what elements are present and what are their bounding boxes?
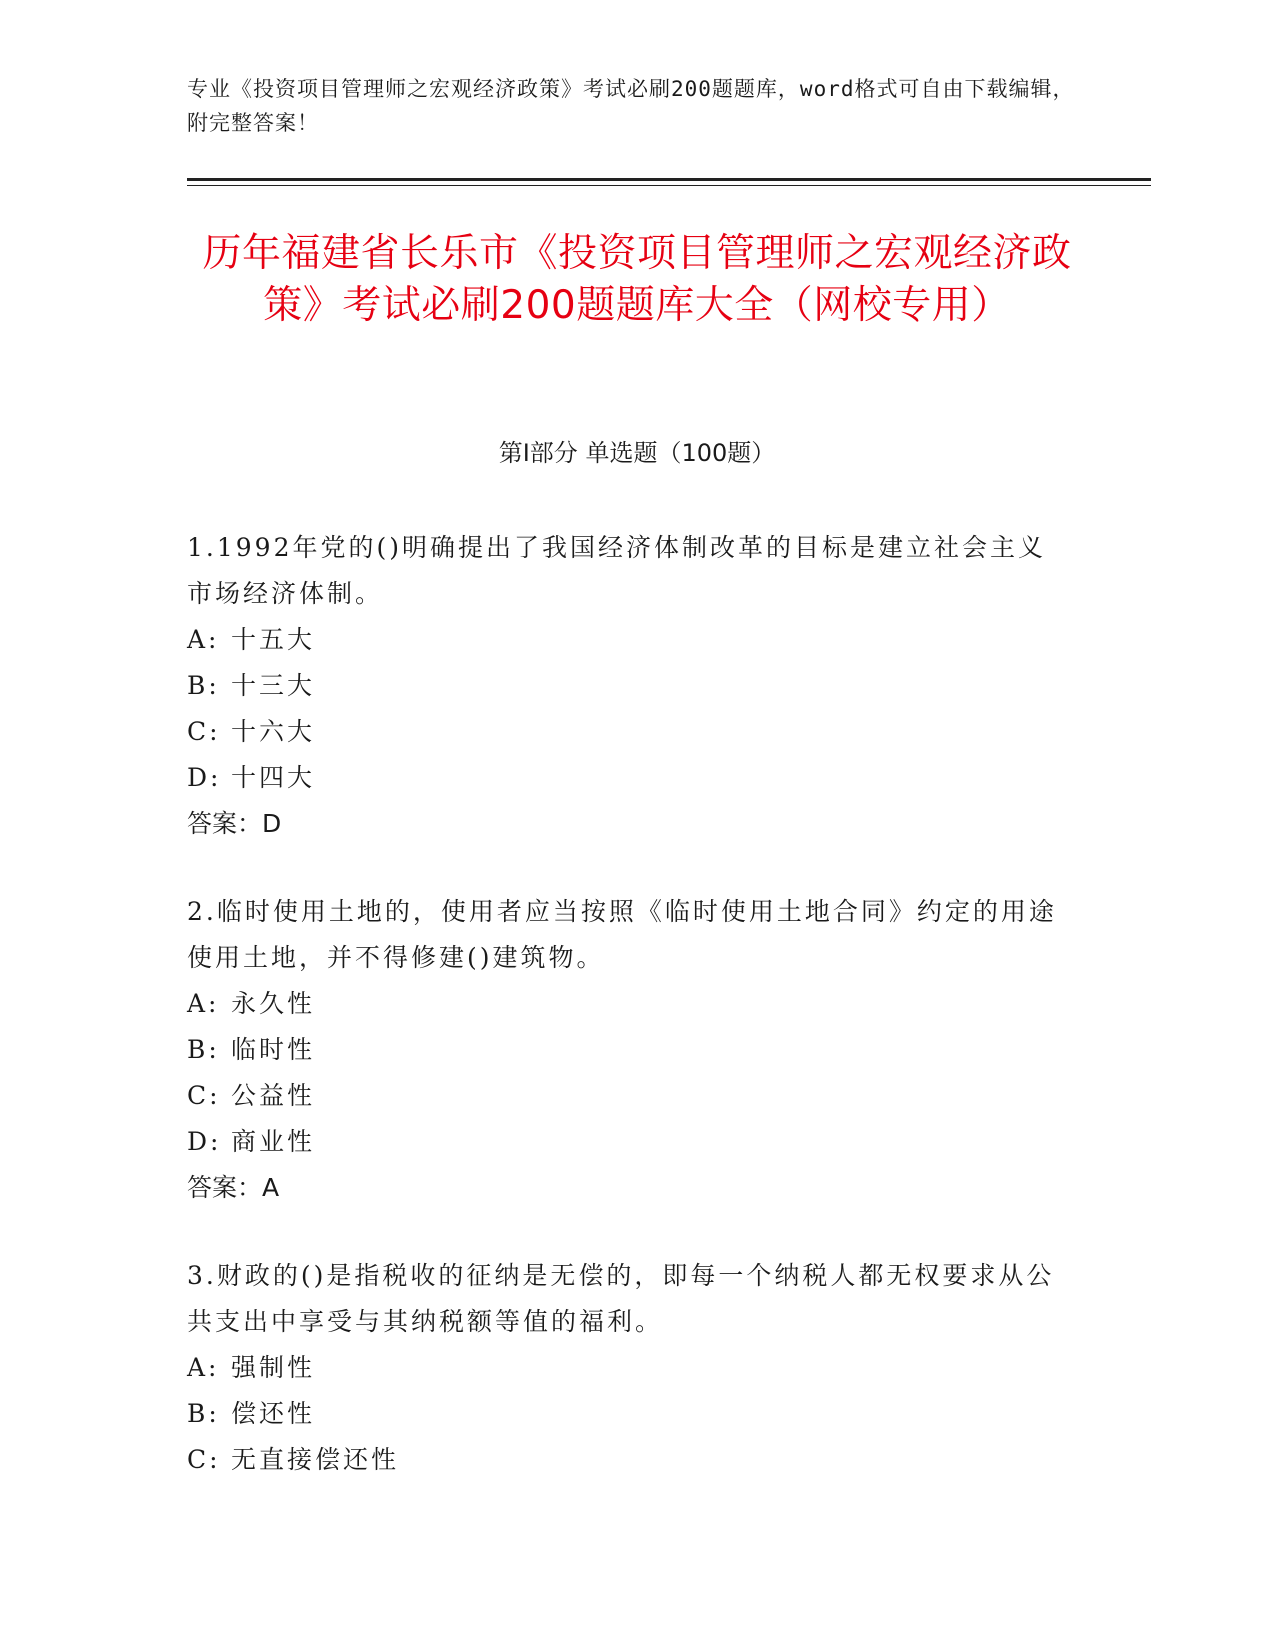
option-text: 偿还性 — [231, 1399, 316, 1428]
option-key: A: — [187, 989, 220, 1018]
option-d — [187, 755, 1067, 801]
option-key: C: — [187, 1081, 221, 1110]
question-stem: 3.财政的()是指税收的征纳是无偿的，即每一个纳税人都无权要求从公共支出中享受与其纳税额等值的福利。 — [187, 1261, 1055, 1336]
option-key: A: — [187, 1353, 220, 1382]
answer: 答案：A — [187, 1173, 280, 1202]
option-text: 永久性 — [231, 989, 316, 1018]
question-stem: 1.1992年党的()明确提出了我国经济体制改革的目标是建立社会主义市场经济体制。 — [187, 533, 1046, 608]
section-title: 第Ⅰ部分 单选题（100题） — [498, 439, 776, 467]
question-list — [187, 525, 1067, 1525]
header-rule-thick — [187, 178, 1151, 181]
question-stem: 2.临时使用土地的，使用者应当按照《临时使用土地合同》约定的用途使用土地，并不得修建()建筑物。 — [187, 897, 1057, 972]
page-title: 历年福建省长乐市《投资项目管理师之宏观经济政策》考试必刷200题题库大全（网校专用） — [202, 231, 1072, 328]
option-key: C: — [187, 1445, 221, 1474]
option-text: 强制性 — [231, 1353, 316, 1382]
option-a — [187, 981, 1067, 1027]
option-text: 十六大 — [231, 717, 316, 746]
option-key: C: — [187, 717, 221, 746]
option-key: A: — [187, 625, 220, 654]
option-text: 十四大 — [231, 763, 316, 792]
option-c — [187, 1073, 1067, 1119]
question-3 — [187, 1253, 1067, 1483]
option-d — [187, 1119, 1067, 1165]
option-key: D: — [187, 1127, 222, 1156]
option-key: B: — [187, 671, 220, 700]
option-b — [187, 663, 1067, 709]
option-key: D: — [187, 763, 222, 792]
option-text: 十五大 — [231, 625, 316, 654]
option-text: 公益性 — [231, 1081, 316, 1110]
option-key: B: — [187, 1399, 220, 1428]
option-c — [187, 1437, 1067, 1483]
question-2 — [187, 889, 1067, 1211]
option-c — [187, 709, 1067, 755]
header-rule-thin — [187, 185, 1151, 186]
option-text: 临时性 — [231, 1035, 316, 1064]
option-text: 十三大 — [231, 671, 316, 700]
option-b — [187, 1391, 1067, 1437]
option-a — [187, 617, 1067, 663]
option-text: 商业性 — [231, 1127, 316, 1156]
answer: 答案：D — [187, 809, 282, 838]
option-key: B: — [187, 1035, 220, 1064]
header-note: 专业《投资项目管理师之宏观经济政策》考试必刷200题题库，word格式可自由下载编辑，附完整答案！ — [187, 77, 1075, 135]
option-a — [187, 1345, 1067, 1391]
option-text: 无直接偿还性 — [231, 1445, 400, 1474]
option-b — [187, 1027, 1067, 1073]
question-1 — [187, 525, 1067, 847]
